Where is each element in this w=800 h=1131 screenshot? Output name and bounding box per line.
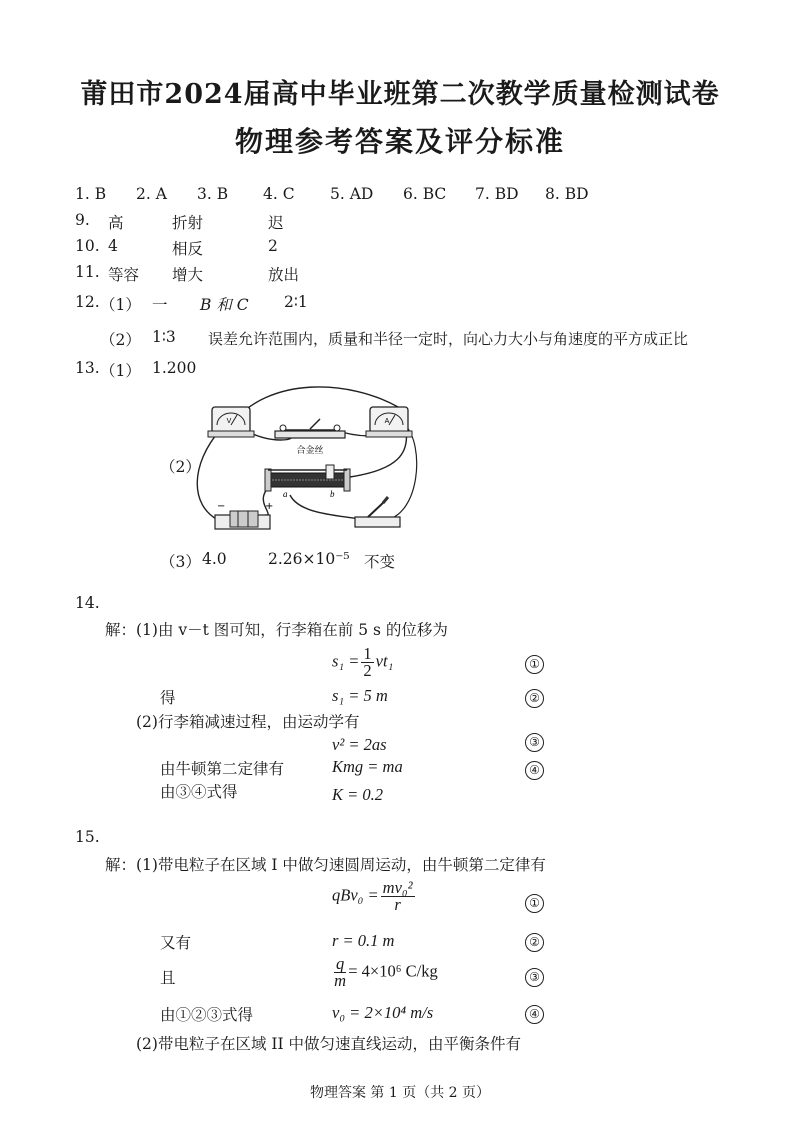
q15-equation-1: qBv₀ = $\frac{\text{mv₀²}}{r}$	[332, 878, 413, 914]
q14-equation-5: K = 0.2	[332, 785, 384, 804]
q13-answer-4: 2.26×10⁻⁵	[268, 550, 350, 568]
q13-part3: （3）	[160, 553, 201, 571]
q9-answer-2: 折射	[172, 214, 204, 232]
equation-marker: ③	[525, 968, 544, 987]
mc-item: 5. AD	[330, 185, 374, 203]
q10-answer-3: 2	[268, 237, 278, 255]
q14-line-4: 由牛顿第二定律有	[160, 760, 285, 778]
q14-num: 14.	[75, 594, 100, 612]
q14-equation-1: s₁ = $\frac{1}{2}$ vt₁	[332, 644, 394, 680]
circuit-diagram	[190, 385, 430, 545]
alloy-wire-label: 合金丝	[296, 446, 324, 456]
q14-line-1: 解：(1)由 v－t 图可知，行李箱在前 5 s 的位移为	[105, 621, 448, 639]
q12-answer-2: B 和 C	[200, 296, 249, 314]
q15-line-1: 解：(1)带电粒子在区域 I 中做匀速圆周运动，由牛顿第二定律有	[105, 856, 546, 874]
q13-answer-3: 4.0	[202, 550, 227, 568]
q15-equation-3: $\frac{q}{m}$ = 4×10⁶ C/kg	[334, 954, 438, 990]
equation-marker: ②	[525, 933, 544, 952]
q12-answer-5: 误差允许范围内，质量和半径一定时，向心力大小与角速度的平方成正比	[208, 330, 689, 348]
q14-equation-2: s₁ = 5 m	[332, 686, 388, 705]
mc-item: 1. B	[75, 185, 107, 203]
mc-item: 6. BC	[403, 185, 447, 203]
q14-line-3: (2)行李箱减速过程，由运动学有	[136, 713, 360, 731]
q15-num: 15.	[75, 828, 100, 846]
terminal-a-label: a	[283, 489, 288, 499]
q15-equation-4: v₀ = 2×10⁴ m/s	[332, 1003, 434, 1022]
page-title: 莆田市2024届高中毕业班第二次教学质量检测试卷	[80, 79, 720, 110]
q14-line-2: 得	[160, 689, 176, 707]
equation-marker: ②	[525, 689, 544, 708]
battery-minus-label: −	[217, 501, 226, 512]
q12-part1: （1）	[100, 296, 141, 314]
q12-answer-3: 2∶1	[284, 293, 308, 311]
rheostat-icon	[265, 465, 350, 491]
q10-answer-1: 4	[108, 237, 118, 255]
wire	[385, 425, 417, 520]
svg-text:A: A	[384, 418, 390, 425]
q14-equation-3: v² = 2as	[332, 735, 387, 754]
mc-item: 4. C	[263, 185, 295, 203]
q15-line-4: 由①②③式得	[160, 1006, 254, 1024]
q9-answer-3: 迟	[268, 214, 284, 232]
q9-answer-1: 高	[108, 214, 124, 232]
q13-num: 13.	[75, 359, 100, 377]
q12-answer-1: 一	[152, 296, 168, 314]
q11-num: 11.	[75, 263, 100, 281]
equation-marker: ①	[525, 894, 544, 913]
battery-icon	[215, 511, 270, 529]
mc-item: 7. BD	[475, 185, 519, 203]
q10-num: 10.	[75, 237, 100, 255]
q11-answer-1: 等容	[108, 266, 140, 284]
q9-num: 9.	[75, 211, 90, 229]
q13-answer-5: 不变	[364, 553, 396, 571]
q15-line-5: (2)带电粒子在区域 II 中做匀速直线运动，由平衡条件有	[136, 1035, 522, 1053]
equation-marker: ①	[525, 655, 544, 674]
q15-equation-2: r = 0.1 m	[332, 931, 395, 950]
alloy-wire-icon	[275, 419, 345, 438]
mc-item: 3. B	[197, 185, 229, 203]
q12-num: 12.	[75, 293, 100, 311]
terminal-b-label: b	[330, 489, 335, 499]
page-footer: 物理答案 第 1 页（共 2 页）	[309, 1085, 491, 1101]
equation-marker: ④	[525, 1005, 544, 1024]
q14-line-5: 由③④式得	[160, 783, 238, 801]
ammeter-icon	[366, 407, 412, 437]
q15-line-2: 又有	[160, 934, 192, 952]
svg-text:V: V	[226, 418, 232, 425]
q13-answer-1: 1.200	[152, 359, 197, 377]
q10-answer-2: 相反	[172, 240, 204, 258]
q13-part2: （2）	[160, 458, 201, 476]
q11-answer-2: 增大	[172, 266, 204, 284]
mc-item: 2. A	[136, 185, 167, 203]
q12-answer-4: 1∶3	[152, 328, 176, 346]
switch-icon	[355, 497, 400, 527]
mc-item: 8. BD	[545, 185, 589, 203]
voltmeter-icon	[208, 407, 254, 437]
equation-marker: ④	[525, 761, 544, 780]
q13-part1: （1）	[100, 362, 141, 380]
wire	[290, 495, 365, 520]
page-subtitle: 物理参考答案及评分标准	[234, 125, 565, 158]
q14-equation-4: Kmg = ma	[332, 757, 403, 776]
equation-marker: ③	[525, 733, 544, 752]
q11-answer-3: 放出	[268, 266, 300, 284]
q15-line-3: 且	[160, 969, 176, 987]
battery-plus-label: +	[265, 501, 274, 512]
q12-part2: （2）	[100, 331, 141, 349]
